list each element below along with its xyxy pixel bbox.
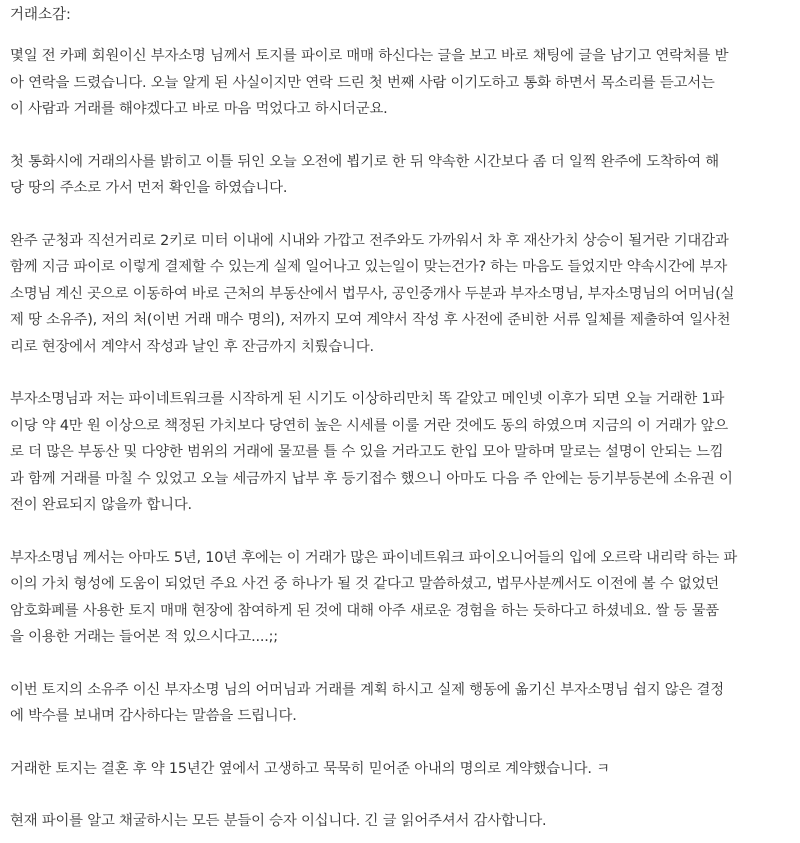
- text-line: 현재 파이를 알고 채굴하시는 모든 분들이 승자 이십니다. 긴 글 읽어주셔서 감사합니다.: [10, 813, 547, 829]
- text-line: 첫 통화시에 거래의사를 밝히고 이틀 뒤인 오늘 오전에 뵙기로 한 뒤 약속한 시간보다 좀 더 일찍 완주에 도착하여 해: [10, 153, 720, 170]
- text-line: 이 사람과 거래를 해야겠다고 바로 마음 먹었다고 하시더군요.: [10, 101, 388, 117]
- spacer: [10, 360, 794, 386]
- text-line: 아 연락을 드렸습니다. 오늘 알게 된 사실이지만 연락 드린 첫 번째 사람 이기도하고 통화 하면서 목소리를 듣고서는: [10, 74, 715, 91]
- text-line: 소명님 계신 곳으로 이동하여 바로 근처의 부동산에서 법무사, 공인중개사 두분과 부자소명님, 부자소명님의 어머님(실: [10, 285, 735, 302]
- paragraph-1: [10, 43, 794, 123]
- paragraph-4: [10, 386, 794, 519]
- document-body: [10, 0, 794, 835]
- text-line: 부자소명님 께서는 아마도 5년, 10년 후에는 이 거래가 많은 파이네트워크 파이오니어들의 입에 오르락 내리락 하는 파: [10, 549, 738, 566]
- text-line: 암호화폐를 사용한 토지 매매 현장에 참여하게 된 것에 대해 아주 새로운 경험을 하는 듯하다고 하셨네요. 쌀 등 물품: [10, 602, 720, 619]
- text-line: 전이 완료되지 않을까 합니다.: [10, 497, 192, 513]
- paragraph-8: [10, 808, 794, 835]
- text-line: 완주 군청과 직선거리로 2키로 미터 이내에 시내와 가깝고 전주와도 가까워서 차 후 재산가치 상승이 될거란 기대감과: [10, 232, 729, 249]
- text-line: 부자소명님과 저는 파이네트워크를 시작하게 된 시기도 이상하리만치 똑 같았고 메인넷 이후가 되면 오늘 거래한 1파: [10, 391, 725, 407]
- text-line: 리로 현장에서 계약서 작성과 날인 후 잔금까지 치뤘습니다.: [10, 338, 374, 355]
- spacer: [10, 519, 794, 545]
- text-line: 이의 가치 형성에 도움이 되었던 주요 사건 중 하나가 될 것 같다고 말씀하셨고, 법무사분께서도 이전에 볼 수 없었던: [10, 576, 720, 592]
- text-line: 당 땅의 주소로 가서 먼저 확인을 하였습니다.: [10, 180, 288, 196]
- spacer: [10, 202, 794, 228]
- paragraph-2: [10, 149, 794, 202]
- text-line: 이당 약 4만 원 이상으로 책정된 가치보다 당연히 높은 시세를 이룰 거란 것에도 동의 하였으며 지금의 이 거래가 앞으: [10, 417, 728, 434]
- spacer: [10, 24, 794, 43]
- spacer: [10, 123, 794, 149]
- text-line: 거래한 토지는 결혼 후 약 15년간 옆에서 고생하고 묵묵히 믿어준 아내의 명의로 계약했습니다. ㅋ: [10, 760, 610, 777]
- text-line: 제 땅 소유주), 저의 처(이번 거래 매수 명의), 저까지 모여 계약서 작성 후 사전에 준비한 서류 일체를 제출하여 일사천: [10, 312, 731, 328]
- spacer: [10, 730, 794, 756]
- post-title: 거래소감:: [10, 7, 71, 23]
- text-line: 함께 지금 파이로 이렇게 결제할 수 있는게 실제 일어나고 있는일이 맞는건가? 하는 마음도 들었지만 약속시간에 부자: [10, 259, 728, 275]
- paragraph-3: [10, 228, 794, 361]
- paragraph-6: [10, 677, 794, 730]
- text-line: 이번 토지의 소유주 이신 부자소명 님의 어머님과 거래를 계획 하시고 실제 행동에 옮기신 부자소명님 쉽지 않은 결정: [10, 681, 724, 698]
- paragraph-5: [10, 545, 794, 651]
- text-line: 로 더 많은 부동산 및 다양한 범위의 거래에 물꼬를 틀 수 있을 거라고도 한입 모아 말하며 말로는 설명이 안되는 느낌: [10, 444, 724, 460]
- spacer: [10, 782, 794, 808]
- text-line: 몇일 전 카페 회원이신 부자소명 님께서 토지를 파이로 매매 하신다는 글을 보고 바로 채팅에 글을 남기고 연락처를 받: [10, 48, 729, 64]
- spacer: [10, 651, 794, 677]
- text-line: 을 이용한 거래는 들어본 적 있으시다고....;;: [10, 629, 278, 645]
- text-line: 과 함께 거래를 마칠 수 있었고 오늘 세금까지 납부 후 등기접수 했으니 아마도 다음 주 안에는 등기부등본에 소유권 이: [10, 470, 733, 487]
- text-line: 에 박수를 보내며 감사하다는 말씀을 드립니다.: [10, 708, 297, 724]
- paragraph-7: [10, 756, 794, 783]
